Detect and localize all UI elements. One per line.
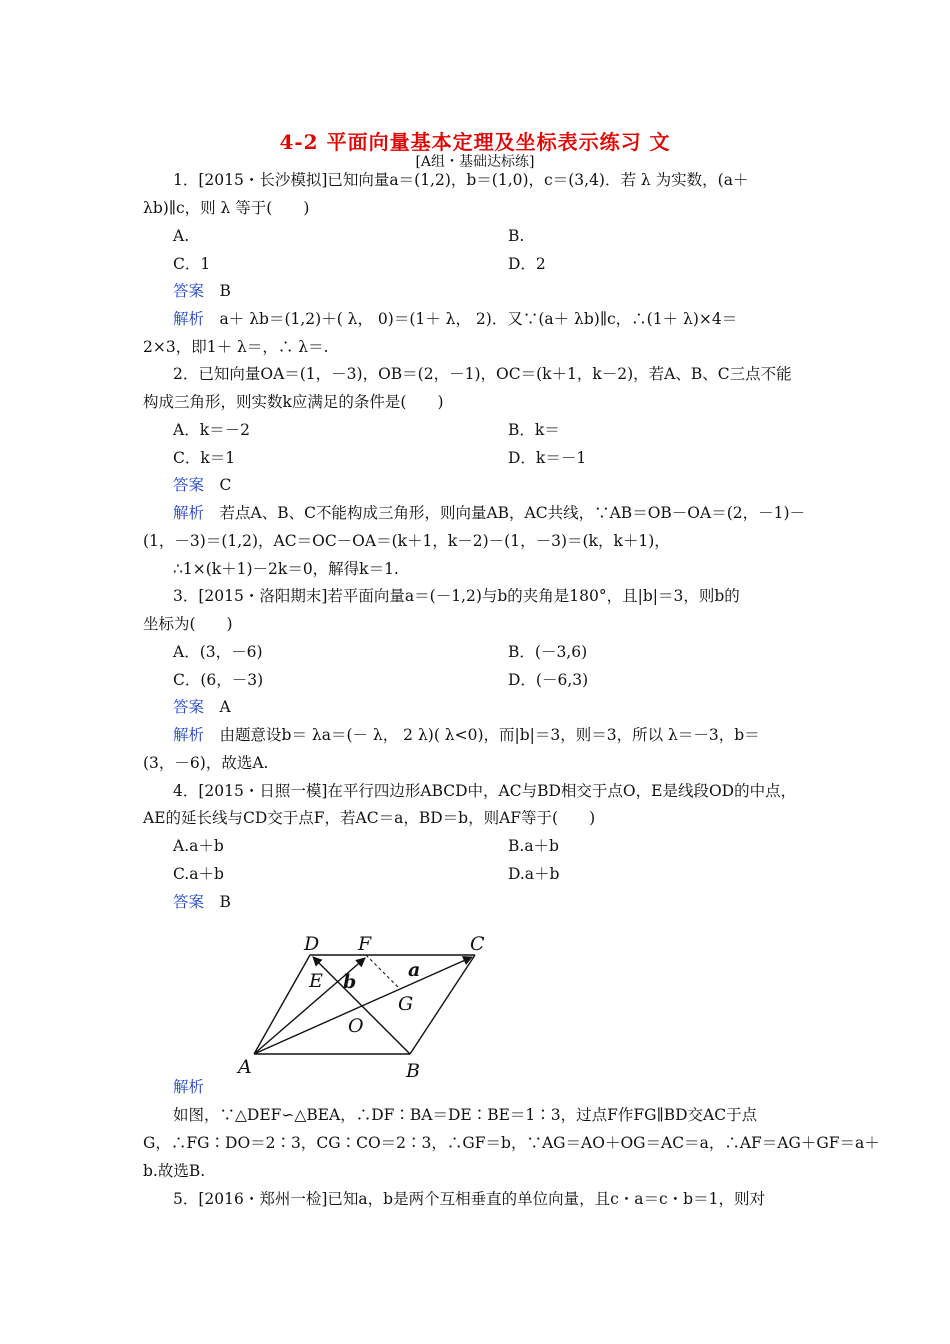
label-g: G [398, 993, 414, 1015]
vector-bd [313, 957, 410, 1054]
q4-analysis-label-row [173, 1077, 204, 1097]
q4-option-b: B.a＋b [508, 837, 559, 855]
section-subtitle: [A组・基础达标练] [415, 154, 535, 170]
q1-answer-row [173, 281, 231, 301]
label-a-vector: a [408, 959, 421, 981]
label-f: F [358, 933, 372, 955]
q1-option-b: B. [508, 227, 525, 245]
q5-stem-line1: 5．[2016・郑州一检]已知a，b是两个互相垂直的单位向量，且c・a＝c・b＝1，则对 [173, 1190, 765, 1208]
q3-analysis-line1 [173, 725, 760, 745]
q4-stem-line2: AE的延长线与CD交于点F，若AC＝a，BD＝b，则AF等于( ) [143, 809, 596, 827]
q4-answer-row [173, 892, 231, 912]
q1-analysis-line2: 2×3，即1＋ λ＝，∴ λ＝. [143, 338, 329, 356]
parallelogram-figure [232, 928, 502, 1083]
q1-analysis-text1: a＋ λb＝(1,2)＋( λ， 0)＝(1＋ λ， 2)．又∵(a＋ λb)∥c，∴(1＋ λ)×4＝ [219, 310, 738, 328]
segment-fg [366, 955, 399, 988]
q3-stem-line2: 坐标为( ) [143, 615, 233, 633]
q4-answer-value: B [219, 893, 231, 911]
q2-analysis-line2: (1，－3)＝(1,2)，AC＝OC－OA＝(k＋1，k－2)－(1，－3)＝(k，k＋1)， [143, 532, 670, 550]
analysis-label: 解析 [173, 310, 205, 328]
q2-answer-row [173, 475, 231, 495]
q1-stem-line1: 1．[2015・长沙模拟]已知向量a＝(1,2)，b＝(1,0)，c＝(3,4)．若 λ 为实数，(a＋ [173, 171, 749, 189]
q4-option-c: C.a＋b [173, 865, 224, 883]
label-b-point: B [406, 1060, 420, 1082]
q4-analysis-line3: b.故选B. [143, 1162, 206, 1180]
q4-option-d: D.a＋b [508, 865, 560, 883]
q2-analysis-line3: ∴1×(k＋1)－2k＝0，解得k＝1. [173, 560, 399, 578]
q2-answer-value: C [219, 476, 232, 494]
q3-stem-line1: 3．[2015・洛阳期末]若平面向量a＝(－1,2)与b的夹角是180°，且|b|＝3，则b的 [173, 587, 740, 605]
q1-answer-value: B [219, 282, 231, 300]
q4-analysis-line2: G，∴FG∶DO＝2∶3，CG∶CO＝2∶3，∴GF＝b，∵AG＝AO＋OG＝AC＝a，∴AF＝AG＋GF＝a＋ [143, 1134, 880, 1152]
q3-analysis-line2: (3，－6)，故选A. [143, 754, 269, 772]
q1-option-a: A. [173, 227, 190, 245]
q4-analysis-line1: 如图，∵△DEF∽△BEA，∴DF∶BA＝DE∶BE＝1∶3，过点F作FG∥BD交AC于点 [173, 1106, 758, 1124]
label-a-point: A [238, 1056, 252, 1078]
q3-answer-row [173, 697, 231, 717]
q2-option-a: A．k＝－2 [173, 421, 250, 439]
q2-analysis-line1 [173, 503, 805, 523]
label-c: C [470, 933, 485, 955]
answer-label: 答案 [173, 893, 205, 911]
side-da [254, 955, 310, 1054]
label-o: O [348, 1015, 364, 1037]
q1-analysis-line1 [173, 309, 737, 329]
q1-stem-line2: λb)∥c，则 λ 等于( ) [143, 199, 310, 217]
q2-option-b: B．k＝ [508, 421, 560, 439]
q4-stem-line1: 4．[2015・日照一模]在平行四边形ABCD中，AC与BD相交于点O，E是线段OD的中点， [173, 782, 797, 800]
analysis-label: 解析 [173, 1078, 205, 1096]
q3-option-d: D．(－6,3) [508, 671, 589, 689]
q2-stem-line2: 构成三角形，则实数k应满足的条件是( ) [143, 393, 444, 411]
label-d: D [304, 933, 320, 955]
label-e: E [309, 970, 323, 992]
q1-option-c: C．1 [173, 255, 211, 273]
q3-option-a: A．(3，－6) [173, 643, 263, 661]
answer-label: 答案 [173, 476, 205, 494]
answer-label: 答案 [173, 282, 205, 300]
q3-option-c: C．(6，－3) [173, 671, 264, 689]
q1-option-d: D．2 [508, 255, 546, 273]
q3-answer-value: A [219, 698, 231, 716]
answer-label: 答案 [173, 698, 205, 716]
q3-option-b: B．(－3,6) [508, 643, 588, 661]
q2-option-c: C．k＝1 [173, 449, 236, 467]
q4-option-a: A.a＋b [173, 837, 224, 855]
vector-ac [254, 957, 472, 1054]
q2-option-d: D．k＝－1 [508, 449, 587, 467]
page-title: 4-2 平面向量基本定理及坐标表示练习 文 [279, 130, 671, 154]
q3-analysis-text1: 由题意设b＝ λa＝(－ λ， 2 λ)( λ<0)，而|b|＝3，则＝3，所以 λ＝－3，b＝ [219, 726, 760, 744]
analysis-label: 解析 [173, 726, 205, 744]
q2-analysis-text1: 若点A、B、C不能构成三角形，则向量AB，AC共线，∵AB＝OB－OA＝(2，－1)－ [219, 504, 806, 522]
q2-stem-line1: 2．已知向量OA＝(1，－3)，OB＝(2，－1)，OC＝(k＋1，k－2)，若A、B、C三点不能 [173, 365, 792, 383]
analysis-label: 解析 [173, 504, 205, 522]
label-b-vector: b [343, 971, 357, 993]
